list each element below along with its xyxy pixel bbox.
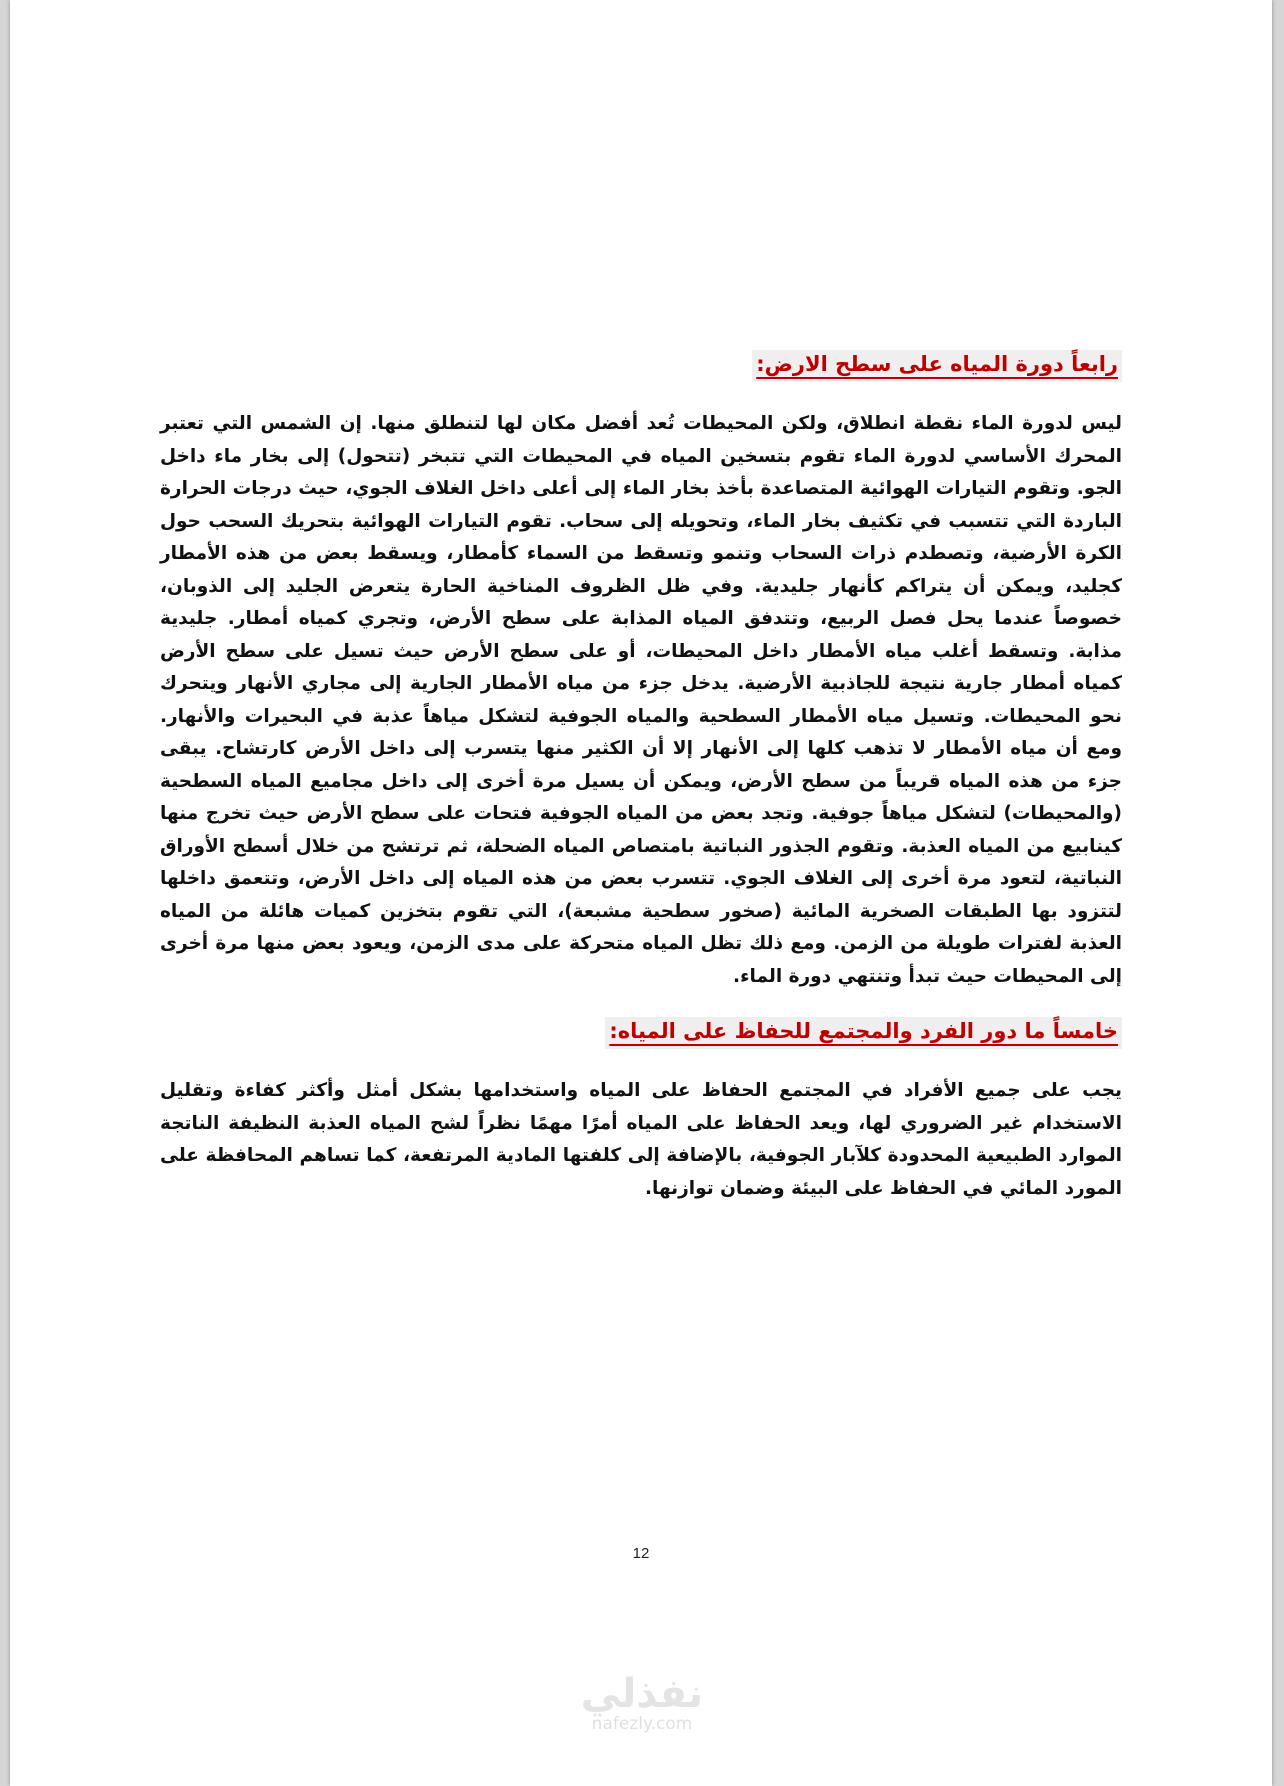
page-content <box>160 350 1122 1229</box>
section-heading: رابعاً دورة المياه على سطح الارض: <box>752 350 1122 382</box>
section-paragraph: يجب على جميع الأفراد في المجتمع الحفاظ على المياه واستخدامها بشكل أمثل وأكثر كفاءة وتقليل الاستخدام غير الضروري لها، ويعد الحفاظ على المياه أمرًا مهمًا نظراً لشح المياه العذبة النظيفة الناتجة الموارد الطبيعية المحدودة كلآبار الجوفية، بالإضافة إلى كلفتها المادية المرتفعة، كما تساهم المحافظة على المورد المائي في الحفاظ على البيئة وضمان توازنها. <box>160 1080 1122 1199</box>
section-paragraph: ليس لدورة الماء نقطة انطلاق، ولكن المحيطات تُعد أفضل مكان لها لتنطلق منها. إن الشمس التي تعتبر المحرك الأساسي لدورة الماء تقوم بتسخين المياه في المحيطات التي تتبخر (تتحول) إلى بخار ماء داخل الجو. وتقوم التيارات الهوائية المتصاعدة بأخذ بخار الماء إلى أعلى داخل الغلاف الجوي، حيث درجات الحرارة الباردة التي تتسبب في تكثيف بخار الماء، وتحويله إلى سحاب. تقوم التيارات الهوائية بتحريك السحب حول الكرة الأرضية، وتصطدم ذرات السحاب وتنمو وتسقط من السماء كأمطار، ويسقط بعض من هذه الأمطار كجليد، ويمكن أن يتراكم كأنهار جليدية. وفي ظل الظروف المناخية الحارة يتعرض الجليد إلى الذوبان، خصوصاً عندما يحل فصل الربيع، وتتدفق المياه المذابة على سطح الأرض، وتجري كمياه أمطار. جليدية مذابة. وتسقط أغلب مياه الأمطار داخل المحيطات، أو على سطح الأرض حيث تسيل على سطح الأرض كمياه أمطار جارية نتيجة للجاذبية الأرضية. يدخل جزء من مياه الأمطار الجارية إلى مجاري الأنهار ويتحرك نحو المحيطات. وتسيل مياه الأمطار السطحية والمياه الجوفية لتشكل مياهاً عذبة في البحيرات والأنهار. ومع أن مياه الأمطار لا تذهب كلها إلى الأنهار إلا أن الكثير منها يتسرب إلى داخل الأرض كارتشاح. يبقى جزء من هذه المياه قريباً من سطح الأرض، ويمكن أن يسيل مرة أخرى إلى داخل مجاميع المياه السطحية (والمحيطات) لتشكل مياهاً جوفية. وتجد بعض من المياه الجوفية فتحات على سطح الأرض حيث تخرج منها كينابيع من المياه العذبة. وتقوم الجذور النباتية بامتصاص المياه الضحلة، ثم ترتشح من خلال أسطح الأوراق النباتية، لتعود مرة أخرى إلى الغلاف الجوي. تتسرب بعض من هذه المياه إلى داخل الأرض، وتتعمق داخلها لتتزود بها الطبقات الصخرية المائية (صخور سطحية مشبعة)، التي تقوم بتخزين كميات هائلة من المياه العذبة لفترات طويلة من الزمن. ومع ذلك تظل المياه متحركة على مدى الزمن، ويعود بعض منها مرة أخرى إلى المحيطات حيث تبدأ وتنتهي دورة الماء. <box>160 413 1122 987</box>
watermark <box>0 1670 1284 1734</box>
page-number: 12 <box>632 1545 650 1562</box>
watermark-logo: نفذلي <box>580 1671 704 1717</box>
watermark-url: nafezly.com <box>591 1714 693 1734</box>
document-page <box>10 0 1272 1786</box>
section-heading: خامساً ما دور الفرد والمجتمع للحفاظ على المياه: <box>605 1017 1122 1049</box>
section-water-cycle <box>160 350 1122 993</box>
section-water-conservation <box>160 1017 1122 1205</box>
